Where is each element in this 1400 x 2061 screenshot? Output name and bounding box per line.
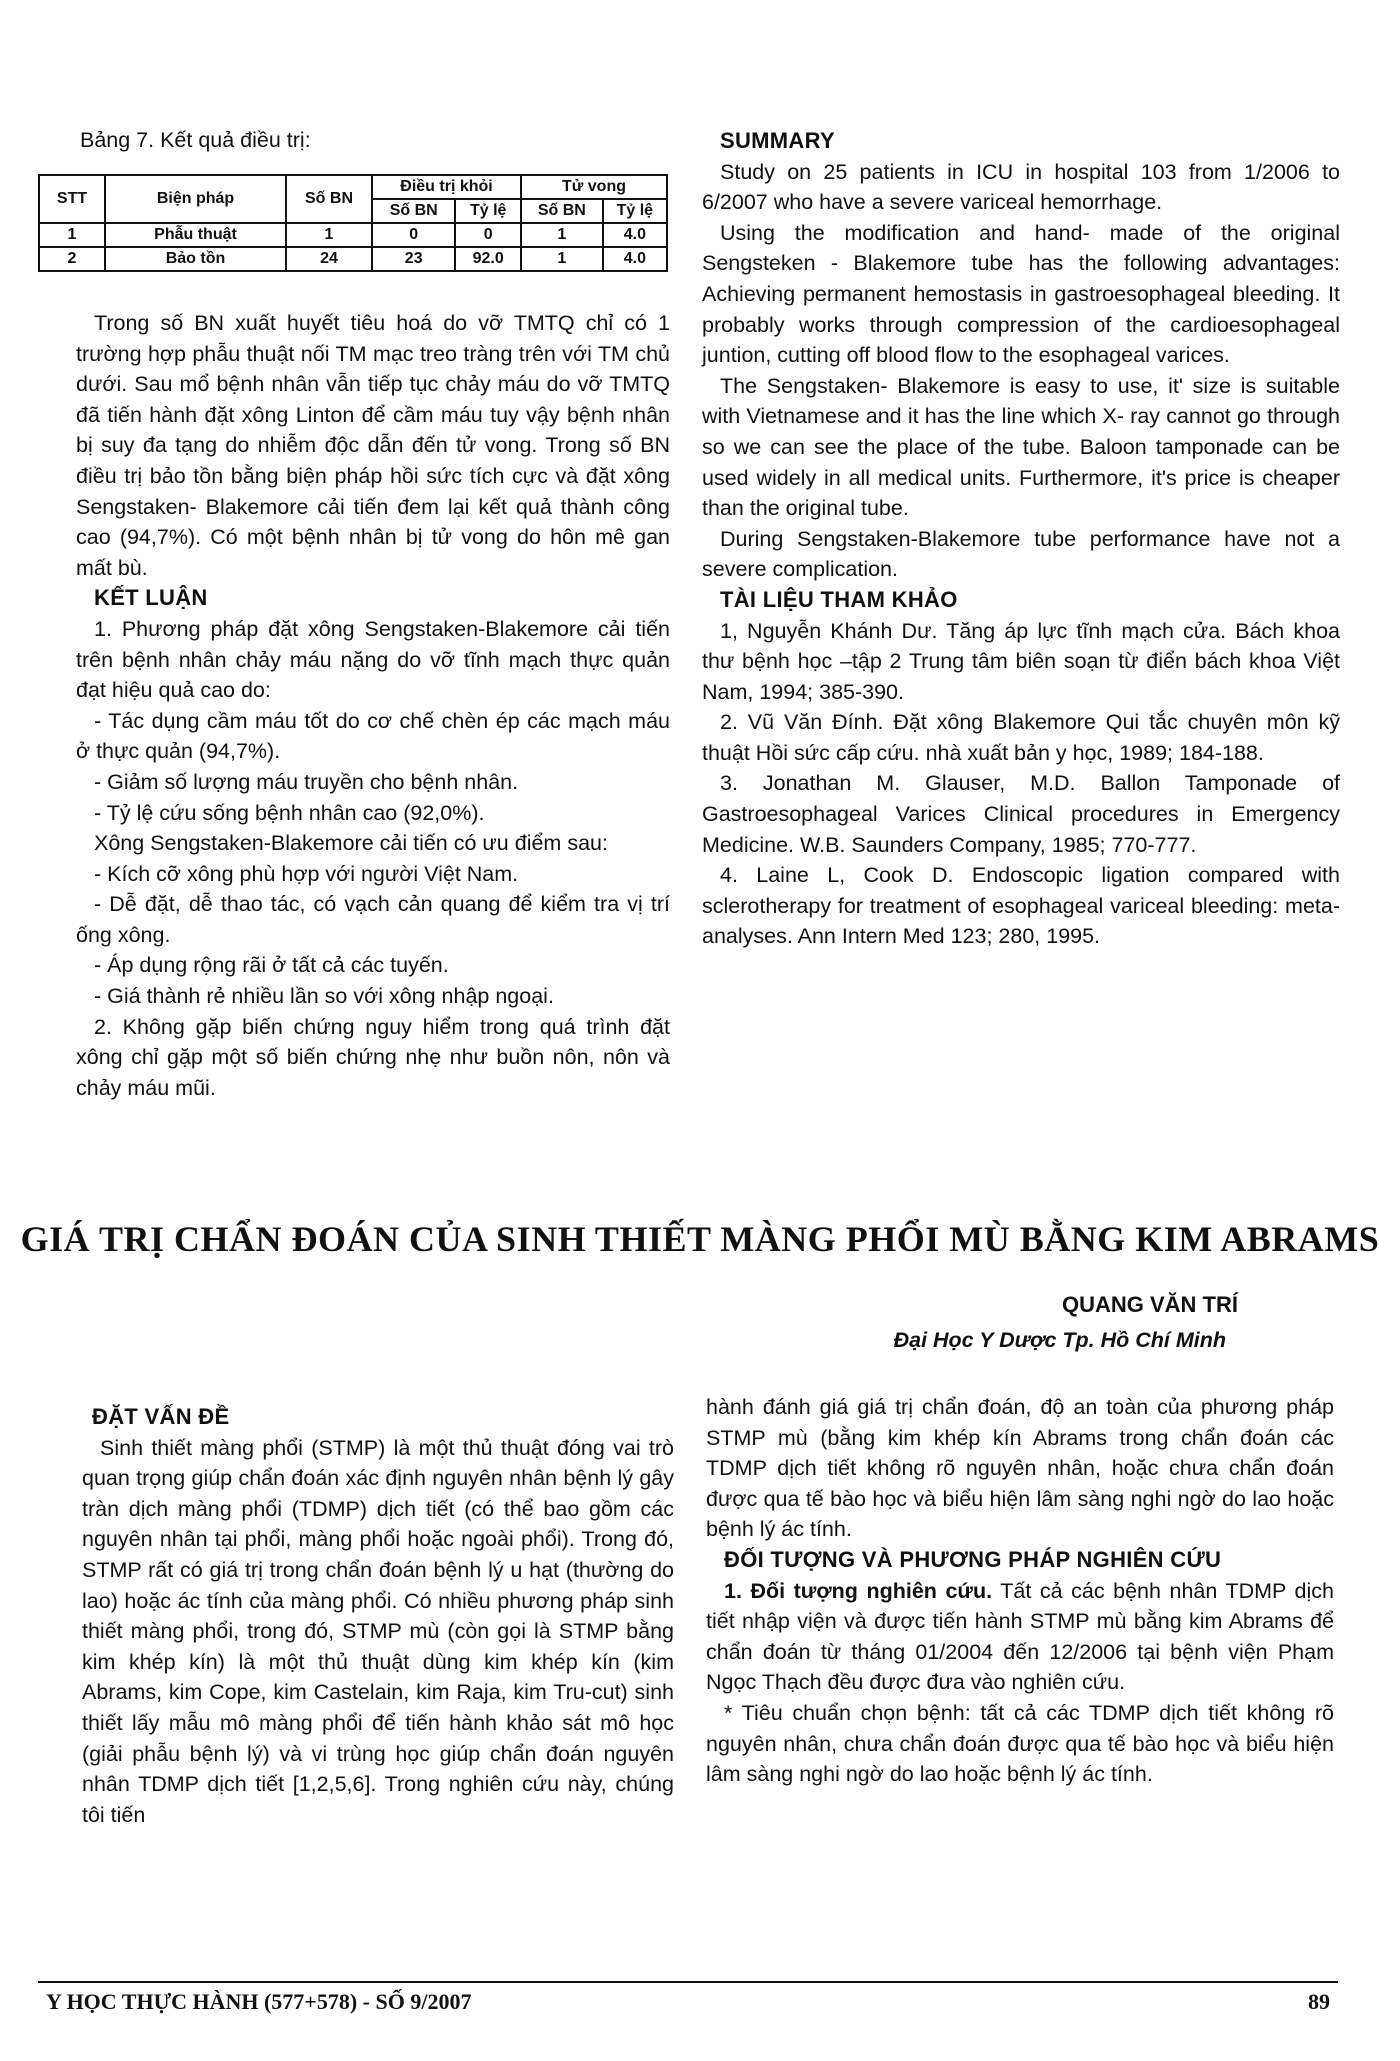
author-name: QUANG VĂN TRÍ xyxy=(1062,1292,1238,1317)
summary-heading: SUMMARY xyxy=(720,128,835,153)
table-row xyxy=(39,247,667,271)
table-cell: 1 xyxy=(521,247,603,271)
col-died-rate: Tỷ lệ xyxy=(603,199,667,223)
paragraph: Using the modification and hand- made of the original Sengsteken - Blakemore tube has the following advantages: Achieving permanent hemostasis in gastroesophageal bleeding. It probably works through compression of the cardioesophageal juntion, cutting off blood flow to the esophageal varices. xyxy=(702,220,1340,368)
table-cell: 1 xyxy=(39,223,105,247)
table-cell: 1 xyxy=(521,223,603,247)
paragraph: hành đánh giá giá trị chẩn đoán, độ an toàn của phương pháp STMP mù (bằng kim khép kín Abrams trong chẩn đoán các TDMP dịch tiết không rõ nguyên nhân, hoặc chưa chẩn đoán được qua tế bào học và biểu hiện lâm sàng nghi ngờ do lao hoặc bệnh lý ác tính. xyxy=(706,1395,1334,1542)
reference-item: 3. Jonathan M. Glauser, M.D. Ballon Tamponade of Gastroesophageal Varices Clinical procedures in Emergency Medicine. W.B. Saunders Company, 1985; 770-777. xyxy=(702,771,1340,857)
table-row xyxy=(39,223,667,247)
col-died-count: Số BN xyxy=(521,199,603,223)
section-heading: ĐỐI TƯỢNG VÀ PHƯƠNG PHÁP NGHIÊN CỨU xyxy=(724,1546,1222,1572)
table-cell: 24 xyxy=(286,247,372,271)
section-heading: KẾT LUẬN xyxy=(94,585,208,611)
right-column-bottom xyxy=(706,1392,1334,1790)
references-heading: TÀI LIỆU THAM KHẢO xyxy=(720,586,958,612)
paragraph: Trong số BN xuất huyết tiêu hoá do vỡ TMTQ chỉ có 1 trường hợp phẫu thuật nối TM mạc treo tràng trên với TM chủ dưới. Sau mổ bệnh nhân vẫn tiếp tục chảy máu do vỡ TMTQ đã tiến hành đặt xông Linton để cầm máu tuy vậy bệnh nhân bị suy đa tạng do nhiễm độc dẫn đến tử vong. Trong số BN điều trị bảo tồn bằng biện pháp hồi sức tích cực và đặt xông Sengstaken- Blakemore cải tiến đem lại kết quả thành công cao (94,7%). Có một bệnh nhân bị tử vong do hôn mê gan mất bù. xyxy=(76,311,670,580)
table-cell: 2 xyxy=(39,247,105,271)
journal-footer: Y HỌC THỰC HÀNH (577+578) - SỐ 9/2007 xyxy=(46,1989,472,2014)
table-cell: Phẫu thuật xyxy=(105,223,286,247)
table-cell: 4.0 xyxy=(603,223,667,247)
article-title: GIÁ TRỊ CHẨN ĐOÁN CỦA SINH THIẾT MÀNG PHỔI MÙ BẰNG KIM ABRAMS xyxy=(20,1219,1380,1259)
table-cell: 0 xyxy=(455,223,521,247)
list-item: - Giá thành rẻ nhiều lần so với xông nhập ngoại. xyxy=(94,984,554,1009)
list-item: - Tỷ lệ cứu sống bệnh nhân cao (92,0%). xyxy=(94,800,485,825)
col-cured: Điều trị khỏi xyxy=(372,175,521,199)
col-method: Biện pháp xyxy=(105,175,286,223)
paragraph xyxy=(706,1576,1334,1698)
right-column-top xyxy=(702,126,1340,952)
paragraph: The Sengstaken- Blakemore is easy to use, it' size is suitable with Vietnamese and it has the line which X- ray cannot go through so we can see the place of the tube. Baloon tamponade can be used widely in all medical units. Furthermore, it's price is cheaper than the original tube. xyxy=(702,373,1340,521)
left-column-top xyxy=(76,308,670,1103)
list-item: - Giảm số lượng máu truyền cho bệnh nhân. xyxy=(94,769,519,794)
col-stt: STT xyxy=(39,175,105,223)
table-cell: 1 xyxy=(286,223,372,247)
list-item: - Áp dụng rộng rãi ở tất cả các tuyến. xyxy=(94,953,449,978)
paragraph: Xông Sengstaken-Blakemore cải tiến có ưu điểm sau: xyxy=(94,831,608,856)
reference-item: 2. Vũ Văn Đính. Đặt xông Blakemore Qui tắc chuyên môn kỹ thuật Hồi sức cấp cứu. nhà xuất bản y học, 1989; 184-188. xyxy=(702,710,1340,765)
table-cell: 23 xyxy=(372,247,455,271)
table-cell: Bảo tồn xyxy=(105,247,286,271)
subsection-lead: 1. Đối tượng nghiên cứu. xyxy=(724,1578,993,1603)
results-table xyxy=(38,174,668,272)
table-cell: 0 xyxy=(372,223,455,247)
list-item: - Kích cỡ xông phù hợp với người Việt Nam. xyxy=(94,861,519,886)
paragraph: * Tiêu chuẩn chọn bệnh: tất cả các TDMP dịch tiết không rõ nguyên nhân, chưa chẩn đoán được qua tế bào học và biểu hiện lâm sàng nghi ngờ do lao hoặc bệnh lý ác tính. xyxy=(706,1700,1334,1787)
footer-rule xyxy=(38,1981,1338,1983)
paragraph: 2. Không gặp biến chứng nguy hiểm trong quá trình đặt xông chỉ gặp một số biến chứng nhẹ như buồn nôn, nôn và chảy máu mũi. xyxy=(76,1014,670,1100)
paragraph: 1. Phương pháp đặt xông Sengstaken-Blakemore cải tiến trên bệnh nhân chảy máu nặng do vỡ tĩnh mạch thực quản đạt hiệu quả cao do: xyxy=(76,616,670,703)
table-caption: Bảng 7. Kết quả điều trị: xyxy=(80,128,311,152)
left-column-bottom xyxy=(82,1402,674,1830)
reference-item: 1, Nguyễn Khánh Dư. Tăng áp lực tĩnh mạch cửa. Bách khoa thư bệnh học –tập 2 Trung tâm biên soạn từ điển bách khoa Việt Nam, 1994; 385-390. xyxy=(702,618,1340,704)
paragraph: Study on 25 patients in ICU in hospital 103 from 1/2006 to 6/2007 who have a severe variceal hemorrhage. xyxy=(702,159,1340,215)
col-count: Số BN xyxy=(286,175,372,223)
section-heading: ĐẶT VẤN ĐỀ xyxy=(92,1404,230,1429)
col-cured-count: Số BN xyxy=(372,199,455,223)
paragraph: During Sengstaken-Blakemore tube performance have not a severe complication. xyxy=(702,526,1340,582)
list-item: - Dễ đặt, dễ thao tác, có vạch cản quang để kiểm tra vị trí ống xông. xyxy=(76,892,670,947)
table-cell: 4.0 xyxy=(603,247,667,271)
author-affiliation: Đại Học Y Dược Tp. Hồ Chí Minh xyxy=(893,1328,1226,1352)
list-item: - Tác dụng cầm máu tốt do cơ chế chèn ép các mạch máu ở thực quản (94,7%). xyxy=(76,708,670,764)
col-cured-rate: Tỷ lệ xyxy=(455,199,521,223)
paragraph: Sinh thiết màng phổi (STMP) là một thủ thuật đóng vai trò quan trọng giúp chẩn đoán xác định nguyên nhân bệnh lý gây tràn dịch màng phổi (TDMP) dịch tiết (có thể bao gồm các nguyên nhân tại phổi, màng phổi hoặc ngoài phổi). Trong đó, STMP rất có giá trị trong chẩn đoán bệnh lý u hạt (thường do lao) hoặc ác tính của màng phổi. Có nhiều phương pháp sinh thiết màng phổi, trong đó, STMP mù (còn gọi là STMP bằng kim khép kín) là một thủ thuật dùng kim khép kín (kim Abrams, kim Cope, kim Castelain, kim Raja, kim Tru-cut) sinh thiết lấy mẫu mô màng phổi để tiến hành khảo sát mô học (giải phẫu bệnh lý) và vi trùng học giúp chẩn đoán nguyên nhân TDMP dịch tiết [1,2,5,6]. Trong nghiên cứu này, chúng tôi tiến xyxy=(82,1435,674,1827)
col-died: Tử vong xyxy=(521,175,667,199)
reference-item: 4. Laine L, Cook D. Endoscopic ligation compared with sclerotherapy for treatment of esophageal variceal bleeding: meta-analyses. Ann Intern Med 123; 280, 1995. xyxy=(702,863,1340,949)
paragraph-text: Tất cả các bệnh nhân TDMP dịch tiết nhập viện và được tiến hành STMP mù bằng kim Abrams để chẩn đoán từ tháng 01/2004 đến 12/2006 tại bệnh viện Phạm Ngọc Thạch đều được đưa vào nghiên cứu. xyxy=(706,1578,1334,1695)
page-number: 89 xyxy=(1308,1989,1330,2014)
table-cell: 92.0 xyxy=(455,247,521,271)
